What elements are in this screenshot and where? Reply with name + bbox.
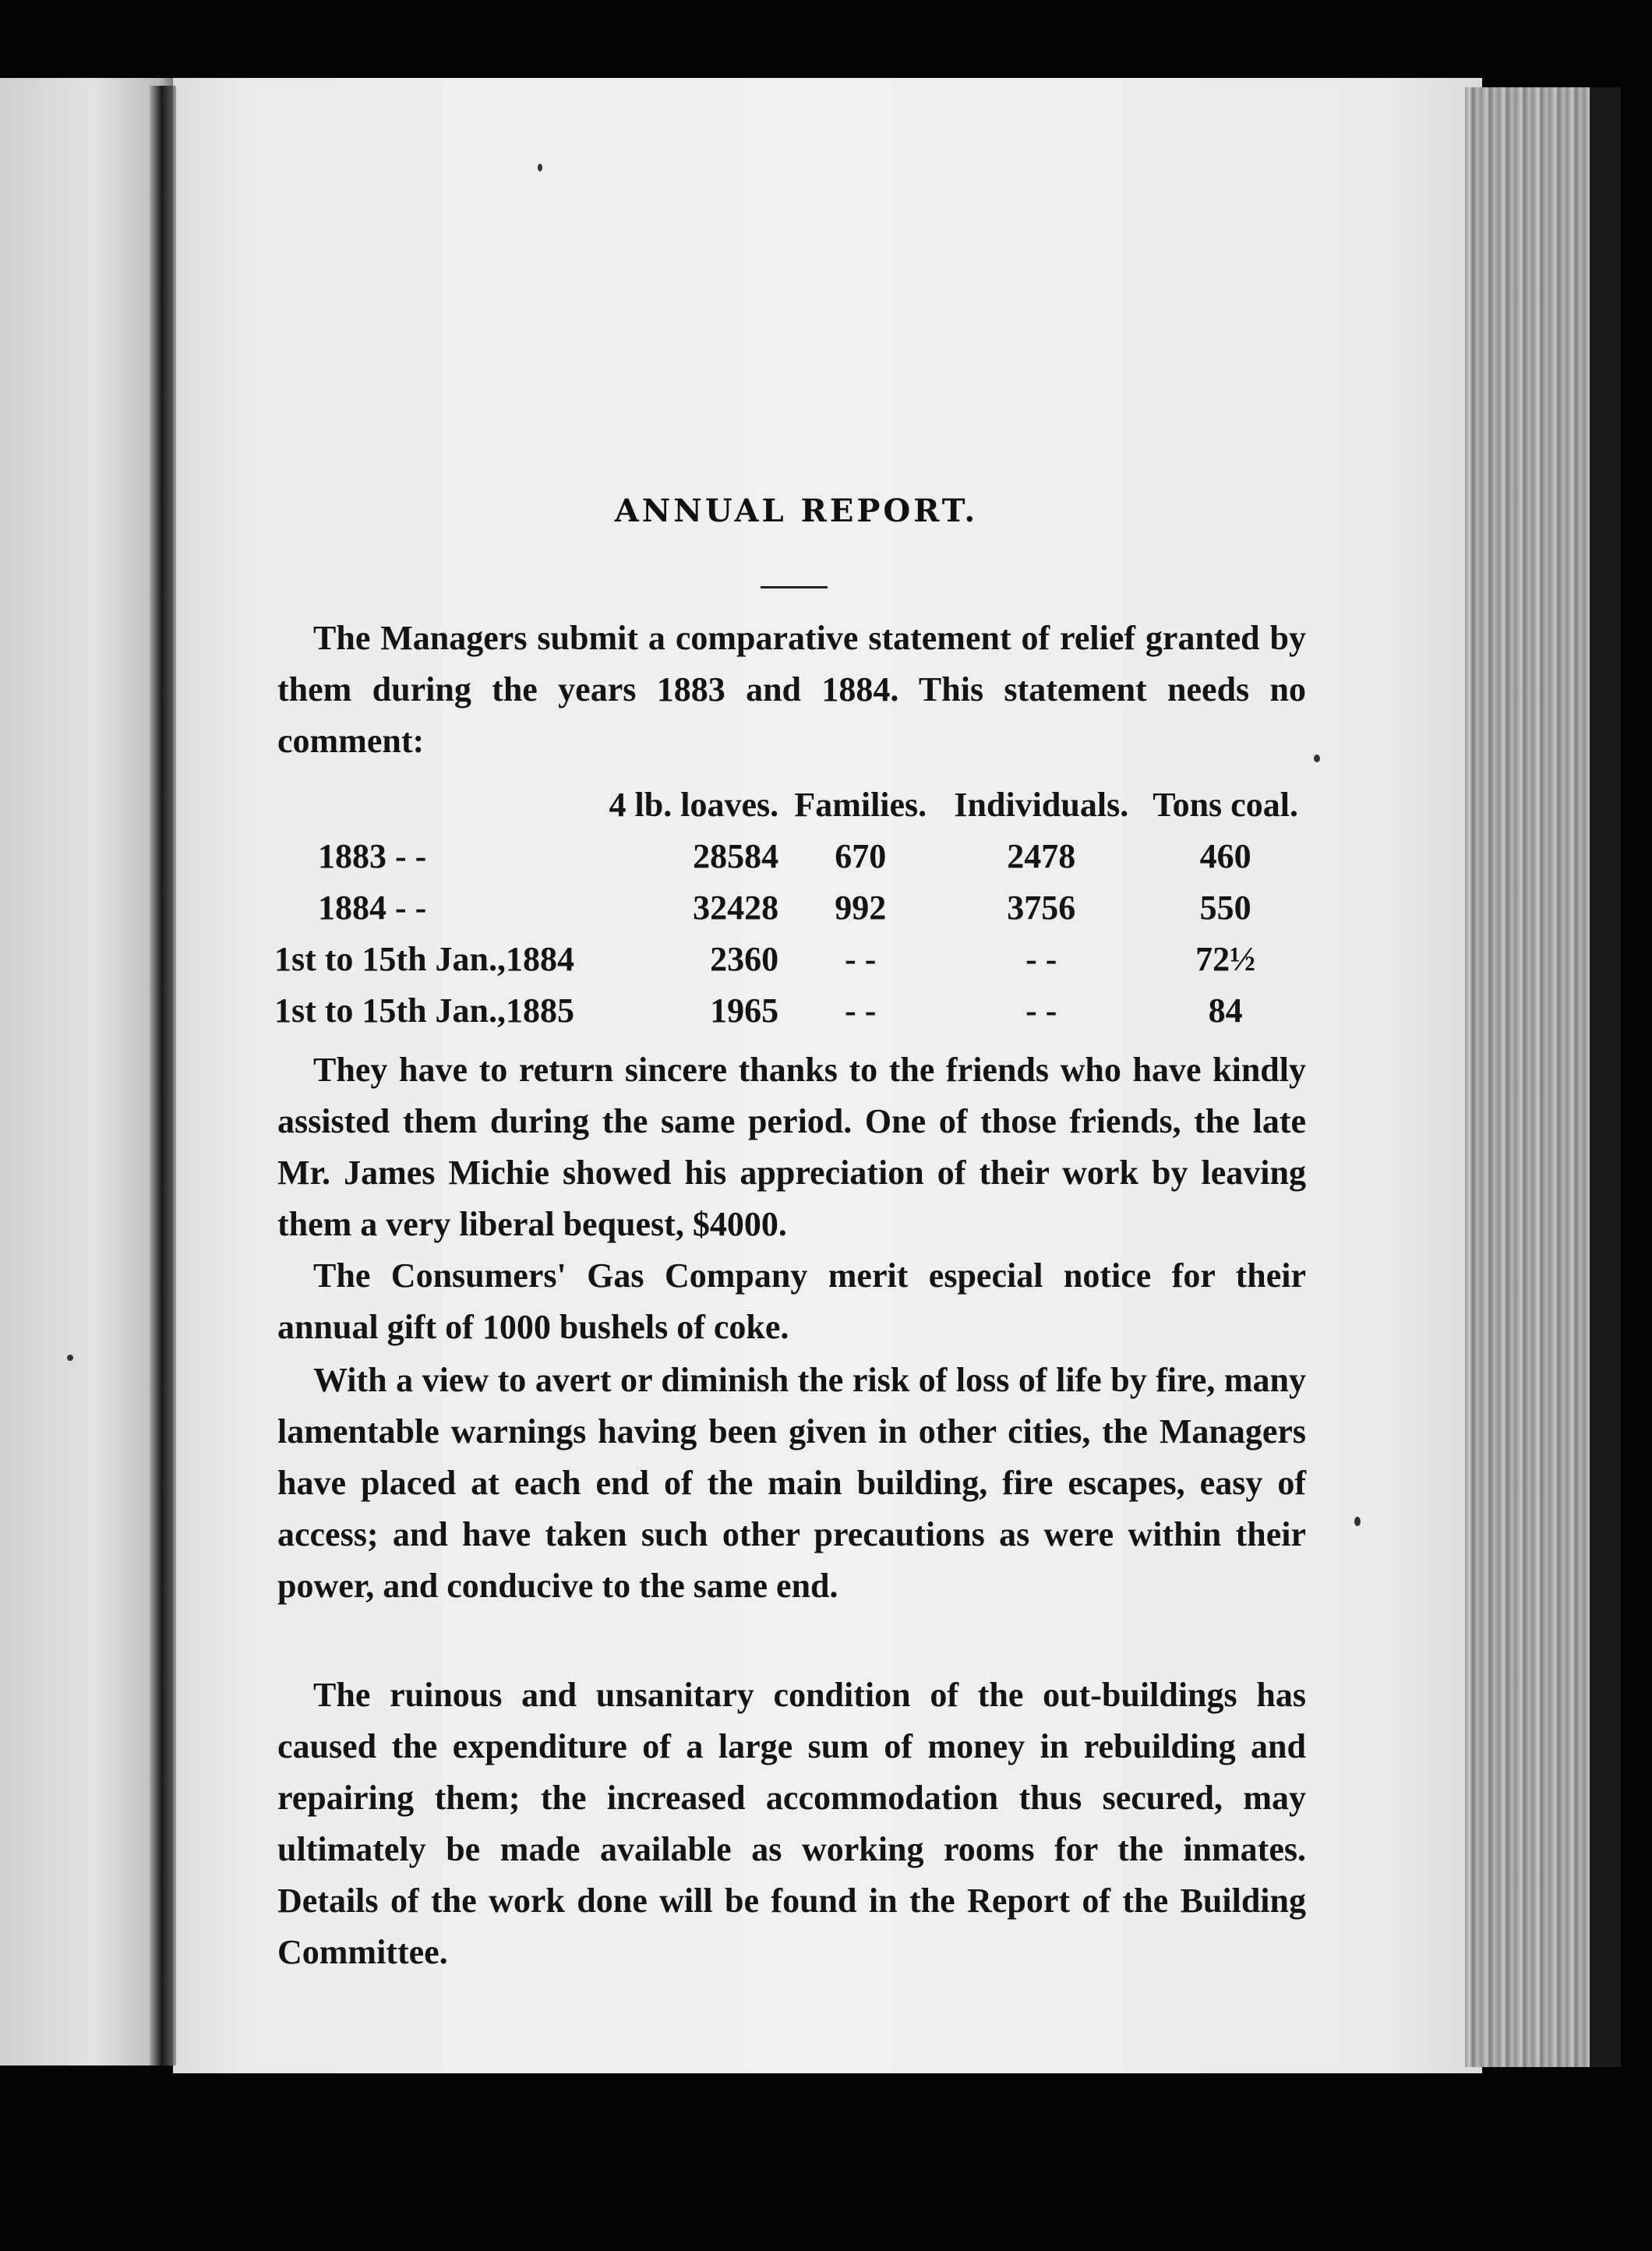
body-paragraph: The ruinous and unsanitary condition of the out-buildings has caused the expenditure of a large sum of money in rebuilding and repairing them; the increased accommodation thus secured, may ultimately be made available as working rooms for the inmates. Details of the work done will be found in the Report of the Building Committee. [277,1676,1306,1971]
table-row [274,985,1311,1037]
table-cell: 1st to 15th Jan.,1884 [274,940,575,978]
page-edges-shadow [1590,87,1621,2067]
paper-speck [1314,754,1320,762]
table-row [274,934,1311,985]
intro-paragraph: The Managers submit a comparative statement of relief granted by them during the years 1883 and 1884. This statement needs no comment: [277,619,1306,760]
table-header-cell: Individuals. [954,786,1129,824]
table-cell: 670 [835,837,887,875]
table-header-cell: Families. [794,786,927,824]
paper-speck [1354,1517,1361,1526]
book-gutter [150,86,176,2065]
table-cell: 2360 [710,940,779,978]
table-cell: 1883 - - [318,837,427,875]
table-cell: 28584 [693,837,779,875]
paper-speck [67,1355,73,1361]
paper-speck [538,164,542,171]
table-header-cell: 4 lb. loaves. [609,786,779,824]
table-cell: 72½ [1195,940,1256,978]
table-row [274,882,1311,934]
table-cell: 992 [835,889,887,927]
table-cell: 1965 [710,991,779,1030]
body-paragraph: They have to return sincere thanks to the friends who have kindly assisted them during the same period. One of those friends, the late Mr. James Michie showed his appreciation of their work by leaving them a very liberal bequest, $4000. [277,1051,1306,1243]
table-cell: 1st to 15th Jan.,1885 [274,991,575,1030]
body-paragraph: With a view to avert or diminish the risk of loss of life by fire, many lamentable warnings having been given in other cities, the Managers have placed at each end of the main building, fire escapes, easy of access; and have taken such other precautions as were within their power, and conducive to the same end. [277,1361,1306,1605]
table-cell: - - [845,991,877,1030]
table-cell: 32428 [693,889,779,927]
table-cell: - - [1025,940,1057,978]
table-cell: 1884 - - [318,889,427,927]
title-rule [761,586,828,588]
table-cell: - - [1025,991,1057,1030]
table-cell: 84 [1208,991,1243,1030]
table-cell: 3756 [1007,889,1076,927]
facing-page [0,78,173,2065]
table-cell: 550 [1199,889,1251,927]
table-header-cell: Tons coal. [1153,786,1298,824]
table-row [274,831,1311,882]
page-title: ANNUAL REPORT. [614,493,979,529]
body-paragraph: The Consumers' Gas Company merit especial notice for their annual gift of 1000 bushels of coke. [277,1256,1306,1346]
relief-table [274,779,1311,1037]
page-edges [1465,87,1590,2067]
table-cell: - - [845,940,877,978]
table-cell: 2478 [1007,837,1076,875]
table-header-row [274,779,1311,831]
table-cell: 460 [1199,837,1251,875]
table-header-cell [274,779,574,831]
